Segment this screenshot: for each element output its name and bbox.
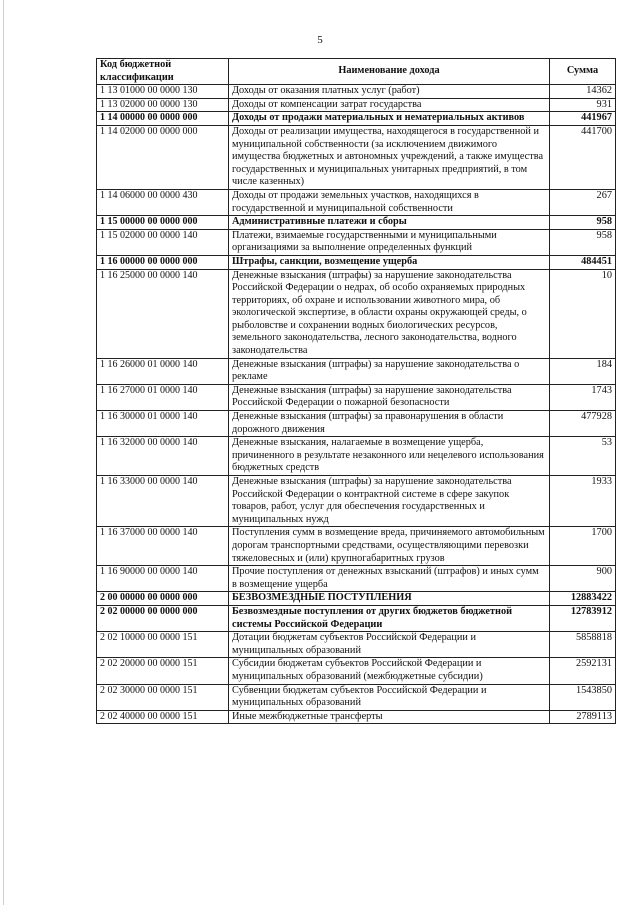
table-row <box>97 605 616 631</box>
row-code: 1 15 00000 00 0000 000 <box>97 216 229 230</box>
row-amount: 5858818 <box>550 632 616 658</box>
row-code: 1 14 02000 00 0000 000 <box>97 125 229 189</box>
table-row <box>97 189 616 215</box>
row-amount: 14362 <box>550 85 616 99</box>
row-name: Денежные взыскания, налагаемые в возмещение ущерба, причиненного в результате незаконного или нецелевого использования бюджетных средств <box>229 437 550 476</box>
row-code: 2 02 30000 00 0000 151 <box>97 684 229 710</box>
row-name: Поступления сумм в возмещение вреда, причиняемого автомобильным дорогам транспортными средствами, осуществляющими перевозки тяжеловесных и (или) крупногабаритных грузов <box>229 527 550 566</box>
table-row <box>97 411 616 437</box>
table-row <box>97 592 616 606</box>
row-code: 1 13 01000 00 0000 130 <box>97 85 229 99</box>
row-name: Административные платежи и сборы <box>229 216 550 230</box>
table-header-row <box>97 59 616 85</box>
row-amount: 477928 <box>550 411 616 437</box>
table-row <box>97 476 616 527</box>
row-name: Доходы от компенсации затрат государства <box>229 98 550 112</box>
table-row <box>97 229 616 255</box>
row-amount: 1933 <box>550 476 616 527</box>
table-row <box>97 710 616 724</box>
table-row <box>97 358 616 384</box>
row-code: 2 02 10000 00 0000 151 <box>97 632 229 658</box>
row-code: 1 16 25000 00 0000 140 <box>97 269 229 358</box>
row-amount: 53 <box>550 437 616 476</box>
row-code: 2 02 00000 00 0000 000 <box>97 605 229 631</box>
table-row <box>97 216 616 230</box>
row-name: Субсидии бюджетам субъектов Российской Федерации и муниципальных образований (межбюджетные субсидии) <box>229 658 550 684</box>
row-amount: 1543850 <box>550 684 616 710</box>
row-code: 2 02 20000 00 0000 151 <box>97 658 229 684</box>
row-amount: 441700 <box>550 125 616 189</box>
row-code: 2 00 00000 00 0000 000 <box>97 592 229 606</box>
row-amount: 2789113 <box>550 710 616 724</box>
row-name: Платежи, взимаемые государственными и муниципальными организациями за выполнение определенных функций <box>229 229 550 255</box>
row-name: Доходы от продажи земельных участков, находящихся в государственной и муниципальной собственности <box>229 189 550 215</box>
table-row <box>97 98 616 112</box>
table-row <box>97 384 616 410</box>
row-name: Субвенции бюджетам субъектов Российской Федерации и муниципальных образований <box>229 684 550 710</box>
row-code: 1 16 33000 00 0000 140 <box>97 476 229 527</box>
row-code: 1 16 00000 00 0000 000 <box>97 255 229 269</box>
row-name: Штрафы, санкции, возмещение ущерба <box>229 255 550 269</box>
row-amount: 12883422 <box>550 592 616 606</box>
row-name: Денежные взыскания (штрафы) за нарушение законодательства о рекламе <box>229 358 550 384</box>
row-code: 1 14 06000 00 0000 430 <box>97 189 229 215</box>
row-code: 1 16 90000 00 0000 140 <box>97 566 229 592</box>
row-name: Дотации бюджетам субъектов Российской Федерации и муниципальных образований <box>229 632 550 658</box>
row-code: 1 16 37000 00 0000 140 <box>97 527 229 566</box>
row-amount: 12783912 <box>550 605 616 631</box>
row-code: 1 16 26000 01 0000 140 <box>97 358 229 384</box>
row-amount: 10 <box>550 269 616 358</box>
table-row <box>97 85 616 99</box>
row-name: Доходы от реализации имущества, находящегося в государственной и муниципальной собственности (за исключением движимого имущества бюджетных и автономных учреждений, а также имущества государственных и муниципальных унитарных предприятий, в том числе казенных) <box>229 125 550 189</box>
table-row <box>97 632 616 658</box>
row-code: 1 15 02000 00 0000 140 <box>97 229 229 255</box>
row-amount: 958 <box>550 216 616 230</box>
table-row <box>97 527 616 566</box>
page-number: 5 <box>317 34 323 46</box>
row-name: Денежные взыскания (штрафы) за нарушение законодательства Российской Федерации о контрактной системе в сфере закупок товаров, работ, услуг для обеспечения государственных и муниципальных нужд <box>229 476 550 527</box>
row-name: Денежные взыскания (штрафы) за нарушение законодательства Российской Федерации о недрах, об особо охраняемых природных территориях, об охране и использовании животного мира, об экологической экспертизе, в области охраны окружающей среды, о рыболовстве и сохранении водных биологических ресурсов, земельного законодательства, лесного законодательства, водного законодательства <box>229 269 550 358</box>
row-name: Безвозмездные поступления от других бюджетов бюджетной системы Российской Федерации <box>229 605 550 631</box>
row-code: 1 16 32000 00 0000 140 <box>97 437 229 476</box>
row-name: Денежные взыскания (штрафы) за правонарушения в области дорожного движения <box>229 411 550 437</box>
row-amount: 931 <box>550 98 616 112</box>
row-amount: 2592131 <box>550 658 616 684</box>
row-name: Доходы от продажи материальных и нематериальных активов <box>229 112 550 126</box>
row-name: БЕЗВОЗМЕЗДНЫЕ ПОСТУПЛЕНИЯ <box>229 592 550 606</box>
row-code: 1 14 00000 00 0000 000 <box>97 112 229 126</box>
revenue-table <box>96 58 616 724</box>
table-row <box>97 658 616 684</box>
table-row <box>97 112 616 126</box>
row-code: 1 13 02000 00 0000 130 <box>97 98 229 112</box>
header-amount: Сумма <box>550 59 616 85</box>
row-code: 2 02 40000 00 0000 151 <box>97 710 229 724</box>
table-row <box>97 566 616 592</box>
table-row <box>97 437 616 476</box>
row-amount: 184 <box>550 358 616 384</box>
scan-edge-line <box>3 0 4 905</box>
row-name: Иные межбюджетные трансферты <box>229 710 550 724</box>
row-code: 1 16 27000 01 0000 140 <box>97 384 229 410</box>
table-row <box>97 269 616 358</box>
row-name: Прочие поступления от денежных взысканий (штрафов) и иных сумм в возмещение ущерба <box>229 566 550 592</box>
table-body <box>97 85 616 724</box>
row-amount: 484451 <box>550 255 616 269</box>
row-amount: 900 <box>550 566 616 592</box>
row-amount: 1743 <box>550 384 616 410</box>
row-code: 1 16 30000 01 0000 140 <box>97 411 229 437</box>
table-row <box>97 255 616 269</box>
table-row <box>97 684 616 710</box>
header-name: Наименование дохода <box>229 59 550 85</box>
row-name: Денежные взыскания (штрафы) за нарушение законодательства Российской Федерации о пожарной безопасности <box>229 384 550 410</box>
row-amount: 1700 <box>550 527 616 566</box>
header-code: Код бюджетной классификации <box>97 59 229 85</box>
table-row <box>97 125 616 189</box>
row-amount: 958 <box>550 229 616 255</box>
row-amount: 441967 <box>550 112 616 126</box>
row-name: Доходы от оказания платных услуг (работ) <box>229 85 550 99</box>
row-amount: 267 <box>550 189 616 215</box>
